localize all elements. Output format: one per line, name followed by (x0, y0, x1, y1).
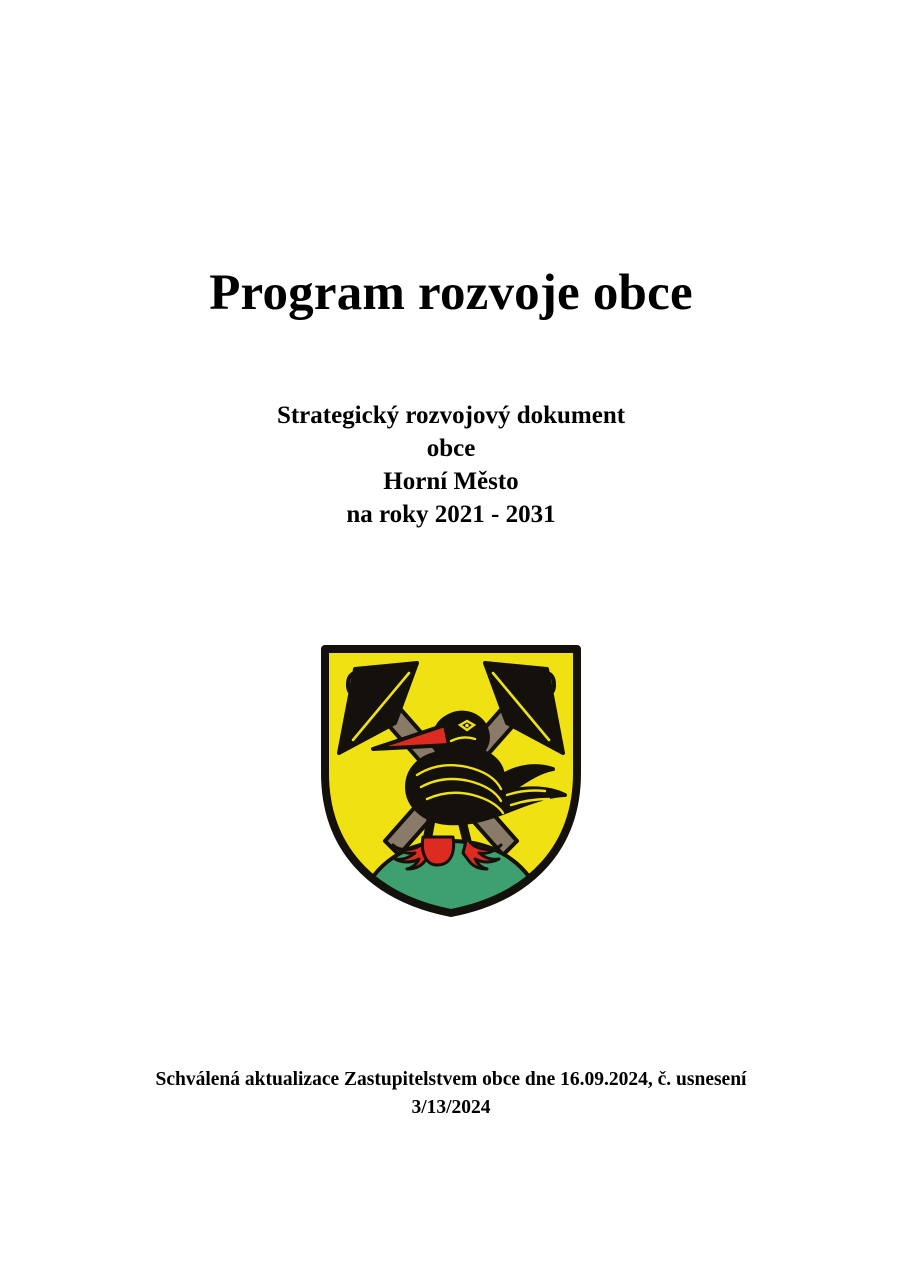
approval-note (0, 1066, 902, 1122)
approval-note-line-2: 3/13/2024 (411, 1097, 491, 1118)
coat-of-arms (321, 645, 581, 917)
subtitle-line-3: Horní Město (383, 468, 519, 495)
coat-of-arms-icon (321, 645, 581, 917)
subtitle-line-4: na roky 2021 - 2031 (346, 501, 556, 528)
subtitle-block (0, 399, 902, 531)
approval-note-line-1: Schválená aktualizace Zastupitelstvem obce dne 16.09.2024, č. usnesení (155, 1069, 747, 1090)
subtitle-line-2: obce (426, 435, 476, 462)
subtitle-line-1: Strategický rozvojový dokument (276, 402, 626, 429)
bird-eye-pupil (465, 724, 469, 728)
page-title: Program rozvoje obce (209, 265, 693, 322)
